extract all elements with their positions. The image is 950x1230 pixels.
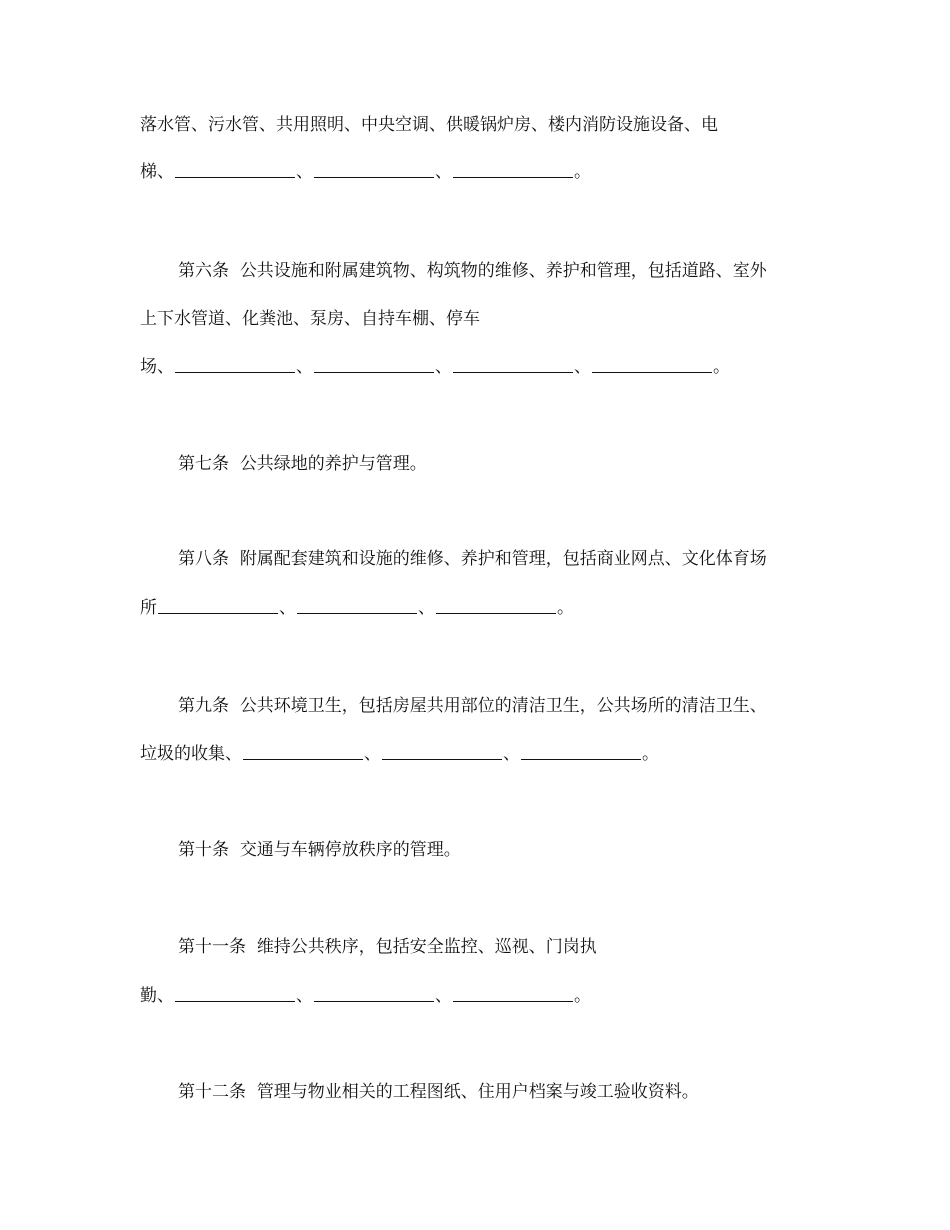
article-11-line-2 [140,985,591,1007]
fill-blank[interactable] [175,357,295,373]
fill-blank[interactable] [175,986,295,1002]
article-9-prefix: 垃圾的收集、 [140,744,242,764]
article-11-title: 第十一条 [178,937,246,957]
fill-blank[interactable] [453,357,573,373]
separator [503,743,520,765]
article-9-line-1 [178,695,767,717]
article-9-title: 第九条 [178,696,229,716]
fill-blank[interactable] [436,598,556,614]
period [642,743,659,765]
separator [296,985,313,1007]
article-6-prefix: 场、 [140,357,174,377]
article-10-text: 交通与车辆停放秩序的管理。 [239,840,461,860]
fill-blank[interactable] [243,744,363,760]
article-8-text: 附属配套建筑和设施的维修、养护和管理，包括商业网点、文化体育场 [239,549,767,569]
article-9-text: 公共环境卫生，包括房屋共用部位的清洁卫生，公共场所的清洁卫生、 [239,696,767,716]
period [713,356,730,378]
article-7-title: 第七条 [178,454,229,474]
fill-blank[interactable] [382,744,502,760]
fill-blank[interactable] [592,357,712,373]
article-6-line-1 [178,260,767,282]
article-6-line-2 [140,308,480,330]
fill-blank[interactable] [175,162,295,178]
article-8-line-1 [178,548,767,570]
article-8-title: 第八条 [178,549,229,569]
article-6-title: 第六条 [178,261,229,281]
article-12-text: 管理与物业相关的工程图纸、住用户档案与竣工验收资料。 [256,1082,699,1102]
article-10-line [178,839,461,861]
article-10-title: 第十条 [178,840,229,860]
article-11-line-1 [178,936,597,958]
article-11-text: 维持公共秩序，包括安全监控、巡视、门岗执 [256,937,597,957]
article-12-title: 第十二条 [178,1082,246,1102]
fill-blank[interactable] [314,986,434,1002]
fill-blank[interactable] [314,162,434,178]
article-6-text: 公共设施和附属建筑物、构筑物的维修、养护和管理，包括道路、室外 [239,261,767,281]
fill-blank[interactable] [453,162,573,178]
article-8-line-2 [140,597,574,619]
article-6-text-2: 上下水管道、化粪池、泵房、自持车棚、停车 [140,309,480,329]
separator [364,743,381,765]
period [574,161,591,183]
separator [435,985,452,1007]
article-6-line-3 [140,356,730,378]
separator [279,597,296,619]
fill-blank[interactable] [158,598,278,614]
article-7-text: 公共绿地的养护与管理。 [239,454,427,474]
fill-blank[interactable] [314,357,434,373]
separator [574,356,591,378]
continuation-line-1 [140,114,718,136]
separator [418,597,435,619]
fill-blank[interactable] [453,986,573,1002]
fill-blank[interactable] [297,598,417,614]
continuation-line-2 [140,161,591,183]
article-8-prefix: 所 [140,598,157,618]
separator [435,161,452,183]
continuation-text: 落水管、污水管、共用照明、中央空调、供暖锅炉房、楼内消防设施设备、电 [140,115,718,135]
period [574,985,591,1007]
article-11-prefix: 勤、 [140,986,174,1006]
fill-blank[interactable] [521,744,641,760]
article-12-line [178,1081,699,1103]
separator [296,161,313,183]
article-9-line-2 [140,743,659,765]
separator [435,356,452,378]
period [557,597,574,619]
continuation-prefix: 梯、 [140,162,174,182]
separator [296,356,313,378]
article-7-line [178,453,427,475]
